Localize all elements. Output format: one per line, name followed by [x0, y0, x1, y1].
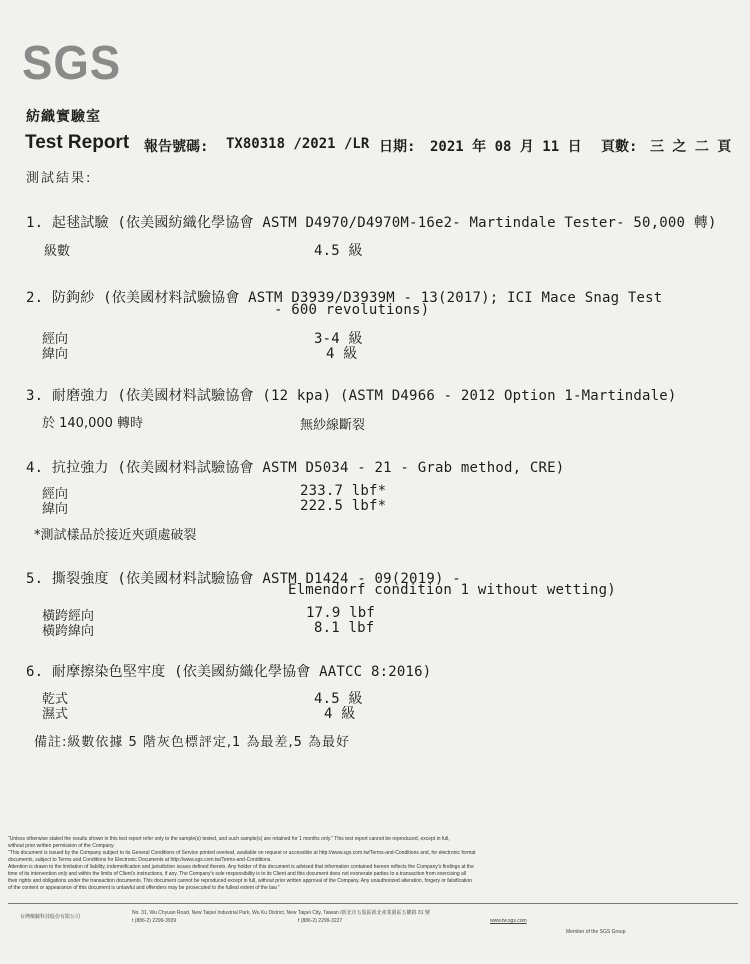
test-4-label-1: 經向: [42, 487, 69, 502]
test-3-heading: 3. 耐磨強力 (依美國材料試驗協會 (12 kpa) (ASTM D4966 - 2012 Option 1-Martindale): [26, 388, 677, 404]
test-1-heading: 1. 起毬試驗 (依美國紡織化學協會 ASTM D4970/D4970M-16e2- Martindale Tester- 50,000 轉): [26, 215, 717, 231]
sgs-logo: SGS: [22, 37, 122, 90]
remark: 備註:級數依據 5 階灰色標評定,1 為最差,5 為最好: [34, 735, 350, 750]
footer-line: time of its intervention only and within the limits of Client's instructions, if any. The Company's sole responsibility is to its Client and this document does not exonerate parties to a transaction from exercising all: [8, 871, 467, 877]
footer-divider: [8, 903, 738, 904]
footer-disclaimer: [8, 836, 738, 892]
test-6-label-1: 乾式: [42, 692, 69, 707]
footer-line: their rights and obligations under the transaction documents. This document cannot be reproduced except in full, without prior written approval of the Company. Any unauthorized alteration, forgery or falsification: [8, 878, 472, 884]
test-6-heading: 6. 耐摩擦染色堅牢度 (依美國紡織化學協會 AATCC 8:2016): [26, 664, 432, 680]
footer-line: of the content or appearance of this document is unlawful and offenders may be prosecuted to the fullest extent of the law.": [8, 885, 280, 891]
footer-line: without prior written permission of the Company.: [8, 843, 115, 849]
test-3-value-1: 無紗線斷裂: [300, 418, 366, 433]
test-4-value-1: 233.7 lbf*: [300, 483, 387, 499]
company-fax: f (886-2) 2299-3227: [298, 918, 343, 924]
footer-line: "This document is issued by the Company subject to its General Conditions of Service printed overleaf, available on request or accessible at http://www.sgs.com.tw/Terms-and-Conditions and, for electronic format: [8, 850, 476, 856]
test-6-value-2: 4 級: [324, 706, 356, 722]
test-6-value-1: 4.5 級: [314, 691, 363, 707]
company-phone: t (886-2) 2299-3939: [132, 918, 177, 924]
report-number-label: 報告號碼:: [144, 139, 209, 155]
page-count: 三 之 二 頁: [650, 139, 732, 155]
test-5-heading: 5. 撕裂強度 (依美國材料試驗協會 ASTM D1424 - 09(2019) -: [26, 571, 461, 587]
test-4-heading: 4. 抗拉強力 (依美國材料試驗協會 ASTM D5034 - 21 - Grab method, CRE): [26, 460, 565, 476]
report-number: TX80318 /2021 /LR: [226, 136, 370, 152]
test-1-value-1: 4.5 級: [314, 243, 363, 259]
test-5-value-1: 17.9 lbf: [306, 605, 376, 621]
test-4-label-2: 緯向: [42, 502, 69, 517]
report-date-label: 日期:: [379, 139, 416, 155]
report-title: Test Report: [25, 132, 130, 153]
test-1-label-1: 級數: [44, 244, 71, 259]
test-2-heading: 2. 防鉤紗 (依美國材料試驗協會 ASTM D3939/D3939M - 13(2017); ICI Mace Snag Test: [26, 290, 663, 306]
test-6-label-2: 濕式: [42, 707, 69, 722]
test-5-label-2: 橫跨緯向: [42, 624, 95, 639]
test-3-label-1: 於 140,000 轉時: [42, 416, 144, 431]
test-5-heading-cont: Elmendorf condition 1 without wetting): [288, 582, 616, 598]
footer-line: "Unless otherwise stated the results shown in this test report refer only to the sample(s) tested, and such sample(s) are retained for 1 months only." This test report cannot be reproduced, except in full,: [8, 836, 450, 842]
test-5-value-2: 8.1 lbf: [314, 620, 375, 636]
member-of-sgs-group: Member of the SGS Group: [566, 929, 626, 935]
test-4-value-2: 222.5 lbf*: [300, 498, 387, 514]
test-5-label-1: 橫跨經向: [42, 609, 95, 624]
test-2-heading-cont: - 600 revolutions): [274, 302, 430, 318]
company-website[interactable]: www.tw.sgs.com: [490, 918, 527, 924]
test-4-note: *測試樣品於接近夾頭處破裂: [34, 528, 197, 543]
test-2-label-2: 緯向: [42, 347, 69, 362]
test-2-value-1: 3-4 級: [314, 331, 363, 347]
test-2-value-2: 4 級: [326, 346, 358, 362]
test-2-label-1: 經向: [42, 332, 69, 347]
footer-line: Attention is drawn to the limitation of liability, indemnification and jurisdiction issues defined therein. Any holder of this document is advised that information contained hereon reflects the Company's findings at the: [8, 864, 474, 870]
lab-name: 紡織實驗室: [26, 109, 101, 125]
footer-line: documents, subject to Terms and Conditions for Electronic Documents at http://www.sgs.com.tw/Terms-and-Conditions.: [8, 857, 272, 863]
results-label: 測試結果:: [26, 171, 93, 186]
company-address: No. 31, Wu Chyuan Road, New Taipei Industrial Park, Wu Ku District, New Taipei City, Taiwan /新北市五股區新北產業園區五權路 31 號: [132, 910, 430, 916]
page-label: 頁數:: [601, 139, 638, 155]
report-date: 2021 年 08 月 11 日: [430, 139, 582, 155]
company-name-cn: 台灣檢驗科技股份有限公司: [20, 914, 81, 920]
